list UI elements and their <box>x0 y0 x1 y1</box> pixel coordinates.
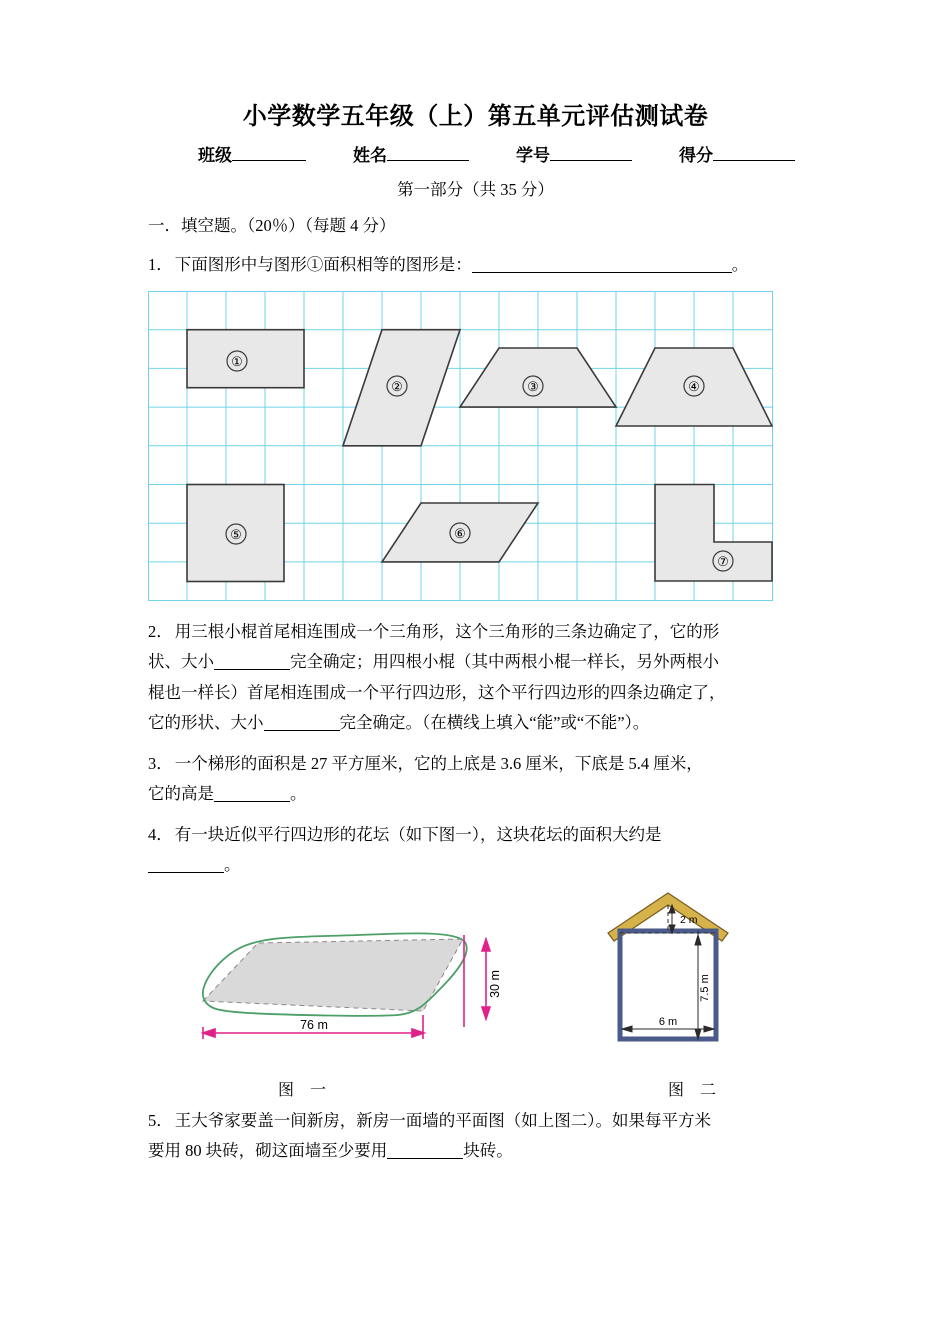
question-5-line1: 王大爷家要盖一间新房，新房一面墙的平面图（如上图二）。如果每平方米 <box>174 1110 711 1130</box>
figure-two-caption: 图 二 <box>668 1081 723 1099</box>
question-3-line2a: 它的高是 <box>148 784 214 804</box>
shape-label-2: ② <box>391 378 403 394</box>
question-2-line4a: 它的形状、大小 <box>148 713 264 733</box>
figure-two-height-label: 7.5 m <box>699 973 711 1002</box>
part-header: 第一部分（共 35 分） <box>397 180 554 199</box>
shape-label-7: ⑦ <box>717 553 729 569</box>
question-4 <box>148 820 803 881</box>
name-label: 姓名 <box>353 146 387 165</box>
question-5-number: 5． <box>148 1110 173 1130</box>
question-2-line2b: 完全确定；用四根小棍（其中两根小棍一样长，另外两根小 <box>290 652 719 672</box>
question-4-line2: 。 <box>224 855 241 875</box>
figure-two-base-label: 6 m <box>658 1015 678 1028</box>
class-label: 班级 <box>198 146 232 165</box>
question-1-period: 。 <box>731 255 749 274</box>
question-2-line4b: 完全确定。（在横线上填入“能”或“不能”）。 <box>339 713 650 733</box>
number-field <box>516 141 632 166</box>
question-2-blank-1[interactable] <box>214 669 290 670</box>
shape-label-4: ④ <box>688 378 700 394</box>
question-1 <box>148 250 803 281</box>
question-3-number: 3． <box>148 753 173 773</box>
class-field <box>198 141 306 166</box>
shape-label-6: ⑥ <box>454 525 466 541</box>
question-4-line1: 有一块近似平行四边形的花坛（如下图一），这块花坛的面积大约是 <box>174 824 662 844</box>
figures-row <box>148 891 803 1106</box>
question-2-line2a: 状、大小 <box>148 652 214 672</box>
question-2-line3: 棍也一样长）首尾相连围成一个平行四边形，这个平行四边形的四条边确定了， <box>148 682 726 702</box>
question-5 <box>148 1106 803 1167</box>
figure-one-width-label: 76 m <box>300 1017 328 1032</box>
score-blank[interactable] <box>713 145 795 161</box>
question-4-number: 4． <box>148 824 173 844</box>
question-3-line1: 一个梯形的面积是 27 平方厘米，它的上底是 3.6 厘米，下底是 5.4 厘米， <box>174 753 703 773</box>
question-2-number: 2． <box>148 621 173 641</box>
question-2-blank-2[interactable] <box>264 730 340 731</box>
question-5-line2a: 要用 80 块砖，砌这面墙至少要用 <box>148 1141 388 1161</box>
question-2 <box>148 617 803 739</box>
number-label: 学号 <box>516 146 550 165</box>
document-content <box>148 96 803 1177</box>
number-blank[interactable] <box>550 145 632 161</box>
question-3-line2b: 。 <box>290 784 307 804</box>
grid-shapes-figure <box>148 291 803 601</box>
name-blank[interactable] <box>387 145 469 161</box>
figure-two-svg <box>568 883 788 1063</box>
figure-one-caption: 图 一 <box>278 1081 333 1099</box>
figure-one-svg <box>168 891 528 1071</box>
page-title: 小学数学五年级（上）第五单元评估测试卷 <box>242 104 709 130</box>
question-5-line2b: 块砖。 <box>463 1141 513 1161</box>
name-field <box>353 141 469 166</box>
section-one-heading: 一．填空题。（20％）（每题 4 分） <box>148 216 396 235</box>
question-3 <box>148 749 803 810</box>
question-1-answer-blank[interactable] <box>472 272 732 273</box>
figure-two-roof-label: 2 m <box>680 913 698 926</box>
question-4-blank[interactable] <box>148 872 224 873</box>
question-1-number: 1． <box>148 255 173 274</box>
shape-label-1: ① <box>231 353 243 369</box>
class-blank[interactable] <box>232 145 306 161</box>
score-label: 得分 <box>679 146 713 165</box>
question-3-blank[interactable] <box>214 801 290 802</box>
score-field <box>679 141 795 166</box>
grid-shapes-svg <box>148 291 773 601</box>
question-2-line1: 用三根小棍首尾相连围成一个三角形，这个三角形的三条边确定了，它的形 <box>174 621 720 641</box>
question-1-text: 下面图形中与图形①面积相等的图形是： <box>174 255 472 274</box>
shape-label-5: ⑤ <box>230 526 242 542</box>
student-info-line <box>148 141 803 166</box>
shape-label-3: ③ <box>527 378 539 394</box>
shape-1 <box>187 329 304 387</box>
question-5-blank[interactable] <box>387 1158 463 1159</box>
figure-one-height-label: 30 m <box>488 969 502 998</box>
